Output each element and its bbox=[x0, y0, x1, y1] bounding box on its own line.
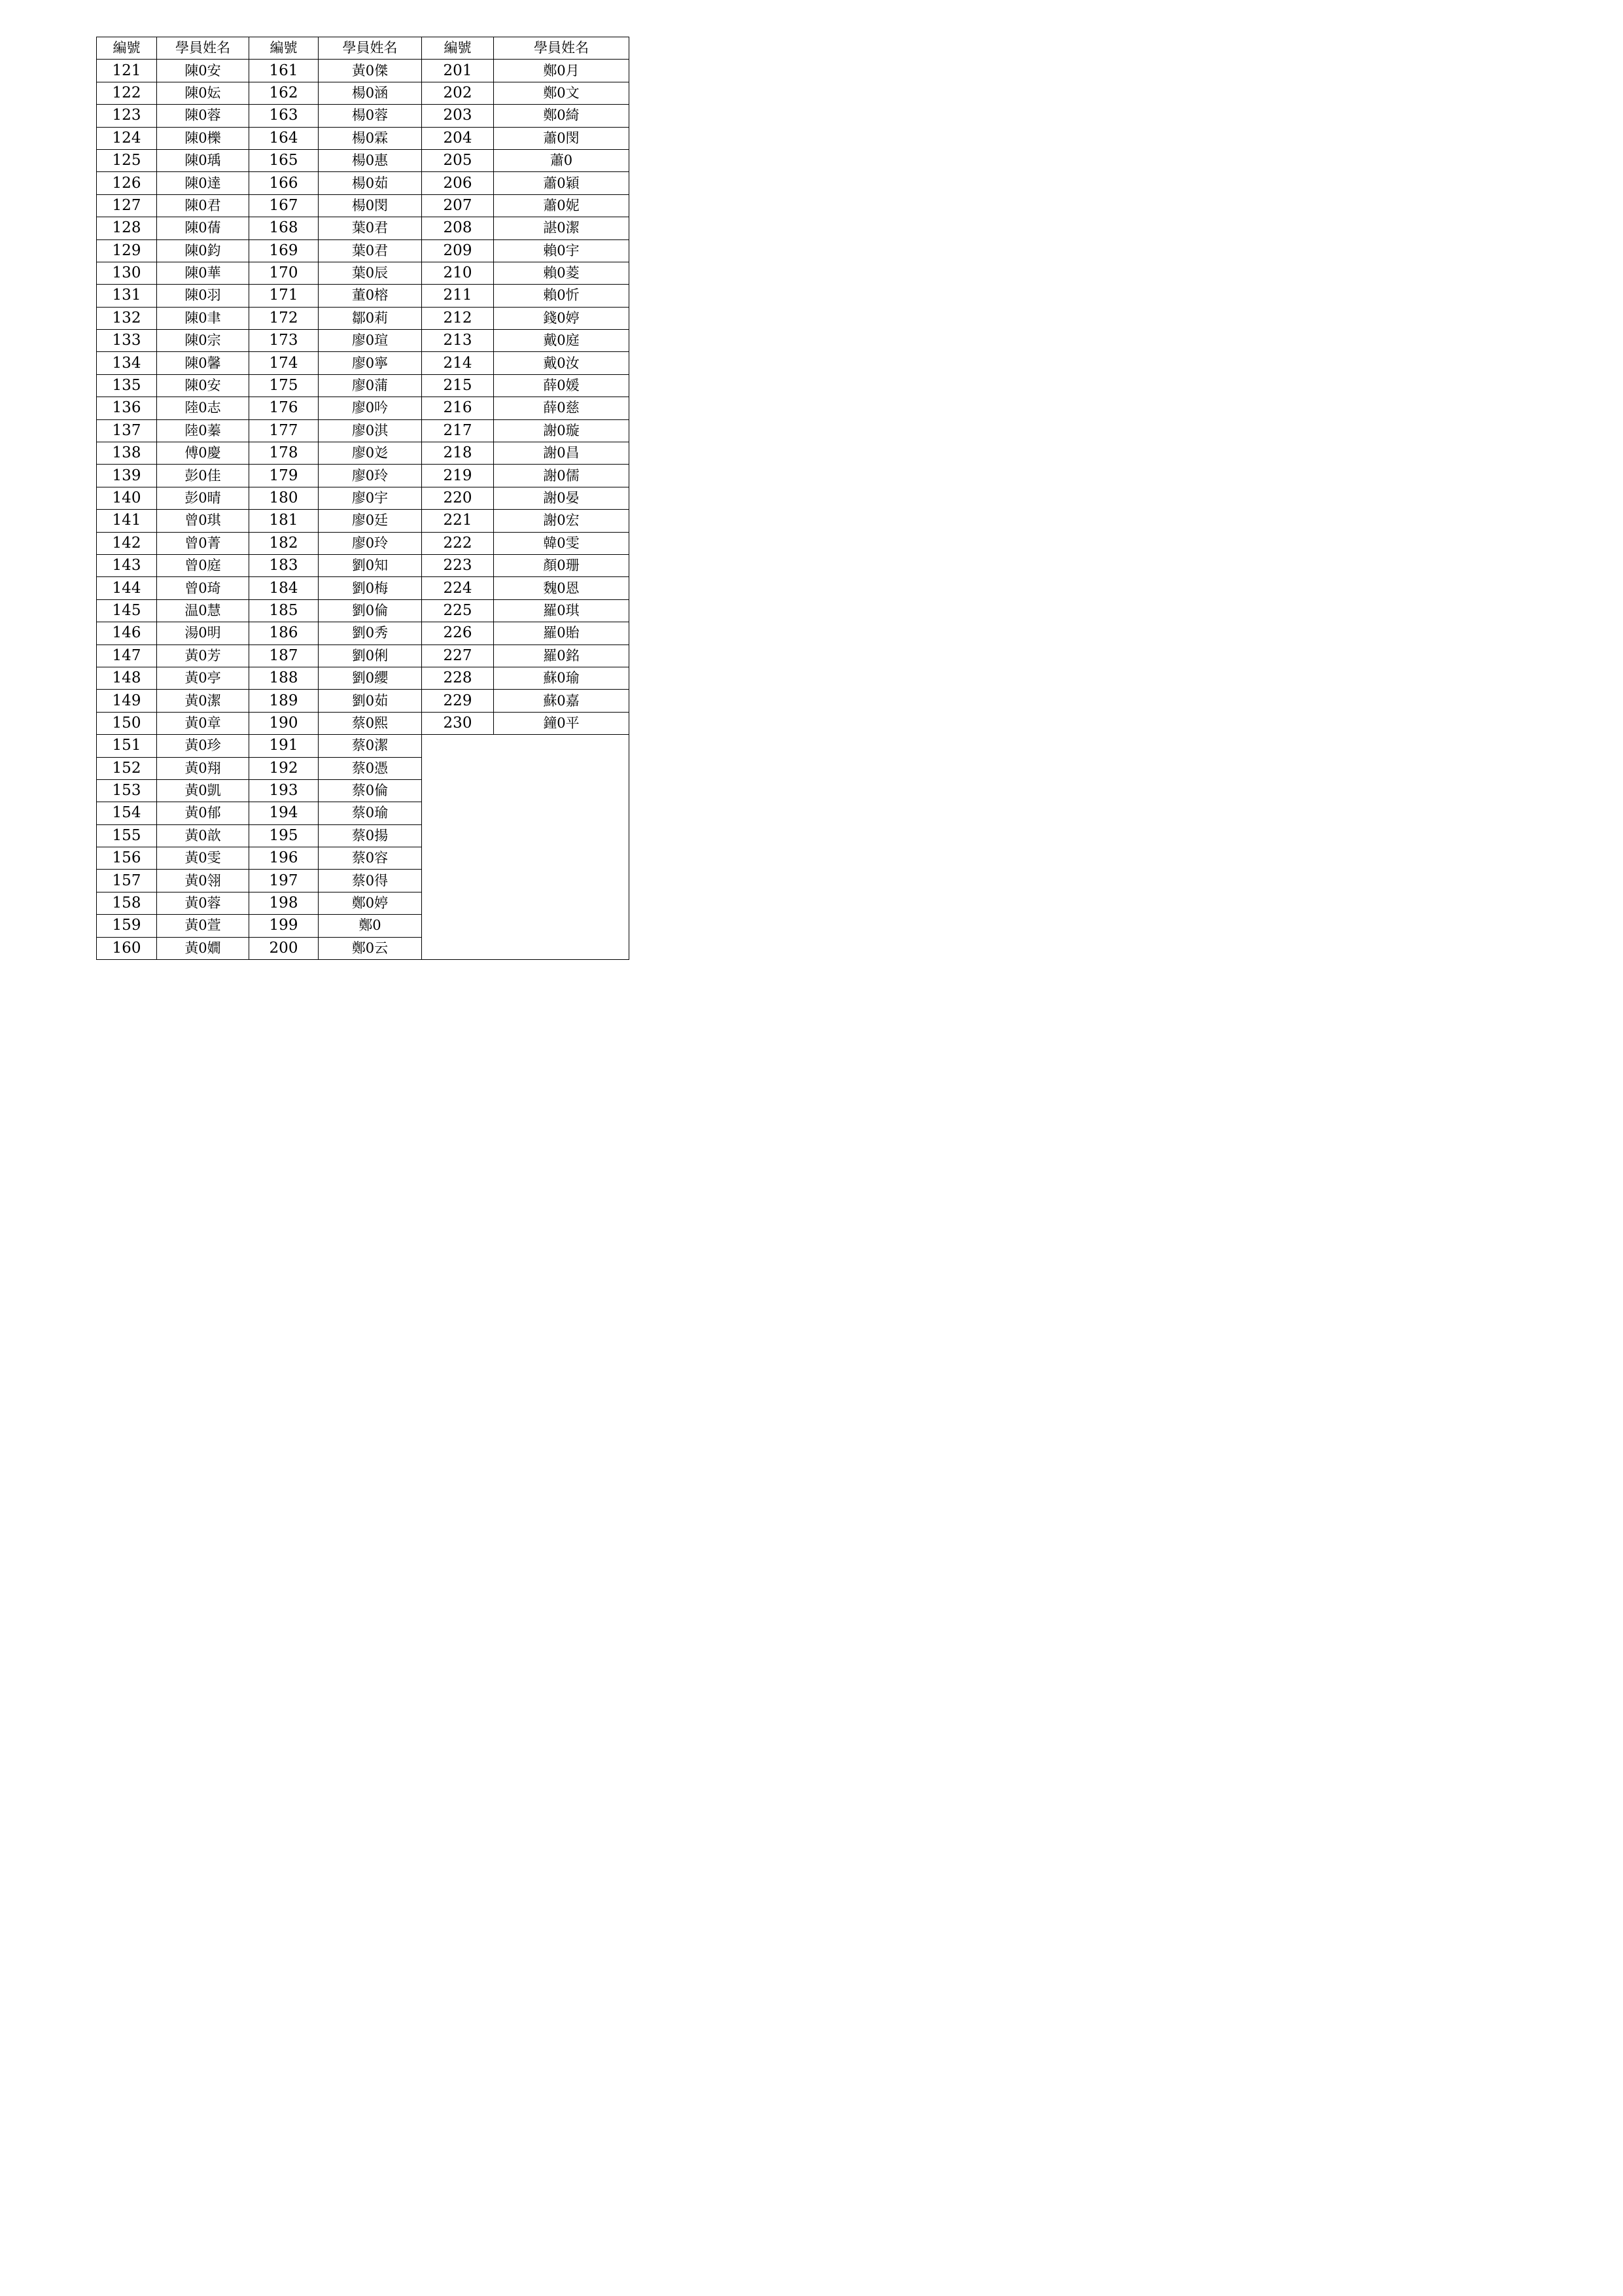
student-name: 廖0廷 bbox=[319, 510, 422, 532]
student-name: 黃0歆 bbox=[157, 824, 249, 847]
student-name: 楊0茹 bbox=[319, 172, 422, 194]
header-number-3: 編號 bbox=[422, 37, 494, 60]
student-number: 200 bbox=[249, 937, 319, 959]
student-name: 葉0君 bbox=[319, 239, 422, 262]
student-number: 147 bbox=[97, 645, 157, 667]
student-name: 鄭0云 bbox=[319, 937, 422, 959]
student-number: 173 bbox=[249, 330, 319, 352]
table-row bbox=[97, 82, 629, 104]
student-name: 謝0璇 bbox=[494, 419, 629, 442]
student-number: 214 bbox=[422, 352, 494, 374]
table-row bbox=[97, 217, 629, 239]
student-number: 170 bbox=[249, 262, 319, 284]
student-number: 186 bbox=[249, 622, 319, 645]
student-name: 黃0傑 bbox=[319, 60, 422, 82]
student-number: 122 bbox=[97, 82, 157, 104]
student-name: 黃0蓉 bbox=[157, 892, 249, 914]
student-number: 187 bbox=[249, 645, 319, 667]
student-number: 224 bbox=[422, 577, 494, 599]
header-number-2: 編號 bbox=[249, 37, 319, 60]
student-number: 145 bbox=[97, 599, 157, 622]
student-name: 蔡0得 bbox=[319, 870, 422, 892]
student-number: 180 bbox=[249, 487, 319, 509]
student-number: 157 bbox=[97, 870, 157, 892]
student-number: 226 bbox=[422, 622, 494, 645]
student-name: 蕭0妮 bbox=[494, 194, 629, 217]
table-row bbox=[97, 532, 629, 554]
table-row bbox=[97, 442, 629, 465]
student-number: 195 bbox=[249, 824, 319, 847]
student-number: 167 bbox=[249, 194, 319, 217]
table-row bbox=[97, 374, 629, 397]
table-row bbox=[97, 60, 629, 82]
student-number: 130 bbox=[97, 262, 157, 284]
empty-area bbox=[422, 937, 629, 959]
student-number: 156 bbox=[97, 847, 157, 870]
student-number: 185 bbox=[249, 599, 319, 622]
student-name: 鄒0莉 bbox=[319, 307, 422, 329]
student-number: 137 bbox=[97, 419, 157, 442]
header-name-2: 學員姓名 bbox=[319, 37, 422, 60]
student-name: 薛0媛 bbox=[494, 374, 629, 397]
student-number: 191 bbox=[249, 735, 319, 757]
student-name: 彭0晴 bbox=[157, 487, 249, 509]
student-number: 183 bbox=[249, 554, 319, 576]
student-number: 121 bbox=[97, 60, 157, 82]
student-name: 陳0達 bbox=[157, 172, 249, 194]
student-number: 141 bbox=[97, 510, 157, 532]
student-name: 湯0明 bbox=[157, 622, 249, 645]
student-number: 211 bbox=[422, 285, 494, 307]
table-row bbox=[97, 892, 629, 914]
student-number: 158 bbox=[97, 892, 157, 914]
table-row bbox=[97, 667, 629, 689]
student-name: 楊0涵 bbox=[319, 82, 422, 104]
student-name: 黃0珍 bbox=[157, 735, 249, 757]
student-name: 廖0瑄 bbox=[319, 330, 422, 352]
table-row bbox=[97, 194, 629, 217]
student-name: 蕭0閔 bbox=[494, 127, 629, 149]
table-row bbox=[97, 712, 629, 734]
student-number: 207 bbox=[422, 194, 494, 217]
student-number: 148 bbox=[97, 667, 157, 689]
student-number: 178 bbox=[249, 442, 319, 465]
student-number: 127 bbox=[97, 194, 157, 217]
student-name: 蘇0嘉 bbox=[494, 690, 629, 712]
student-number: 199 bbox=[249, 915, 319, 937]
student-number: 144 bbox=[97, 577, 157, 599]
header-name-1: 學員姓名 bbox=[157, 37, 249, 60]
student-number: 123 bbox=[97, 105, 157, 127]
student-name: 劉0纓 bbox=[319, 667, 422, 689]
empty-area bbox=[422, 915, 629, 937]
student-name: 陳0妘 bbox=[157, 82, 249, 104]
student-number: 160 bbox=[97, 937, 157, 959]
roster-body bbox=[97, 60, 629, 960]
student-name: 曾0庭 bbox=[157, 554, 249, 576]
student-name: 錢0婷 bbox=[494, 307, 629, 329]
student-name: 鄭0婷 bbox=[319, 892, 422, 914]
table-row bbox=[97, 757, 629, 779]
student-name: 董0榕 bbox=[319, 285, 422, 307]
student-name: 黃0章 bbox=[157, 712, 249, 734]
student-name: 楊0惠 bbox=[319, 149, 422, 171]
student-number: 165 bbox=[249, 149, 319, 171]
empty-area bbox=[422, 824, 629, 847]
student-name: 蔡0熙 bbox=[319, 712, 422, 734]
student-name: 諶0潔 bbox=[494, 217, 629, 239]
student-name: 温0慧 bbox=[157, 599, 249, 622]
student-name: 蔡0瑜 bbox=[319, 802, 422, 824]
table-row bbox=[97, 847, 629, 870]
student-name: 葉0辰 bbox=[319, 262, 422, 284]
student-number: 136 bbox=[97, 397, 157, 419]
header-number-1: 編號 bbox=[97, 37, 157, 60]
student-name: 陳0蓉 bbox=[157, 105, 249, 127]
student-number: 225 bbox=[422, 599, 494, 622]
student-name: 陳0安 bbox=[157, 374, 249, 397]
student-number: 174 bbox=[249, 352, 319, 374]
student-name: 廖0蒲 bbox=[319, 374, 422, 397]
student-number: 155 bbox=[97, 824, 157, 847]
table-row bbox=[97, 262, 629, 284]
student-name: 蕭0穎 bbox=[494, 172, 629, 194]
student-name: 廖0玲 bbox=[319, 465, 422, 487]
student-name: 劉0知 bbox=[319, 554, 422, 576]
student-number: 181 bbox=[249, 510, 319, 532]
student-name: 鐘0平 bbox=[494, 712, 629, 734]
student-number: 204 bbox=[422, 127, 494, 149]
table-row bbox=[97, 419, 629, 442]
student-name: 劉0俐 bbox=[319, 645, 422, 667]
student-name: 鄭0月 bbox=[494, 60, 629, 82]
table-row bbox=[97, 149, 629, 171]
student-number: 189 bbox=[249, 690, 319, 712]
student-number: 129 bbox=[97, 239, 157, 262]
student-name: 賴0忻 bbox=[494, 285, 629, 307]
student-name: 戴0庭 bbox=[494, 330, 629, 352]
student-name: 黃0翎 bbox=[157, 870, 249, 892]
student-name: 廖0吟 bbox=[319, 397, 422, 419]
student-number: 210 bbox=[422, 262, 494, 284]
student-number: 213 bbox=[422, 330, 494, 352]
student-name: 楊0蓉 bbox=[319, 105, 422, 127]
student-name: 黃0嫺 bbox=[157, 937, 249, 959]
student-number: 230 bbox=[422, 712, 494, 734]
student-name: 廖0寧 bbox=[319, 352, 422, 374]
student-name: 廖0玲 bbox=[319, 532, 422, 554]
student-number: 229 bbox=[422, 690, 494, 712]
table-row bbox=[97, 779, 629, 802]
student-name: 陳0君 bbox=[157, 194, 249, 217]
student-name: 蔡0揚 bbox=[319, 824, 422, 847]
student-number: 126 bbox=[97, 172, 157, 194]
empty-area bbox=[422, 735, 629, 757]
table-row bbox=[97, 352, 629, 374]
table-row bbox=[97, 239, 629, 262]
table-row bbox=[97, 735, 629, 757]
student-name: 薛0慈 bbox=[494, 397, 629, 419]
student-number: 218 bbox=[422, 442, 494, 465]
table-row bbox=[97, 285, 629, 307]
student-name: 蕭0 bbox=[494, 149, 629, 171]
student-name: 鄭0 bbox=[319, 915, 422, 937]
student-number: 162 bbox=[249, 82, 319, 104]
student-number: 223 bbox=[422, 554, 494, 576]
table-row bbox=[97, 510, 629, 532]
student-number: 161 bbox=[249, 60, 319, 82]
student-number: 150 bbox=[97, 712, 157, 734]
student-number: 149 bbox=[97, 690, 157, 712]
student-number: 198 bbox=[249, 892, 319, 914]
student-number: 154 bbox=[97, 802, 157, 824]
student-name: 謝0宏 bbox=[494, 510, 629, 532]
student-number: 172 bbox=[249, 307, 319, 329]
table-row bbox=[97, 599, 629, 622]
table-row bbox=[97, 622, 629, 645]
student-number: 221 bbox=[422, 510, 494, 532]
student-name: 黃0郁 bbox=[157, 802, 249, 824]
student-number: 139 bbox=[97, 465, 157, 487]
student-number: 151 bbox=[97, 735, 157, 757]
student-number: 212 bbox=[422, 307, 494, 329]
student-name: 劉0梅 bbox=[319, 577, 422, 599]
student-name: 羅0銘 bbox=[494, 645, 629, 667]
empty-area bbox=[422, 802, 629, 824]
student-name: 黃0芳 bbox=[157, 645, 249, 667]
student-number: 138 bbox=[97, 442, 157, 465]
student-number: 205 bbox=[422, 149, 494, 171]
student-number: 222 bbox=[422, 532, 494, 554]
student-name: 顏0珊 bbox=[494, 554, 629, 576]
student-name: 羅0琪 bbox=[494, 599, 629, 622]
student-number: 196 bbox=[249, 847, 319, 870]
student-name: 陳0馨 bbox=[157, 352, 249, 374]
student-name: 陳0櫟 bbox=[157, 127, 249, 149]
empty-area bbox=[422, 757, 629, 779]
student-name: 魏0恩 bbox=[494, 577, 629, 599]
student-number: 133 bbox=[97, 330, 157, 352]
student-name: 楊0閔 bbox=[319, 194, 422, 217]
student-name: 曾0菁 bbox=[157, 532, 249, 554]
table-row bbox=[97, 127, 629, 149]
student-name: 陳0羽 bbox=[157, 285, 249, 307]
student-number: 135 bbox=[97, 374, 157, 397]
student-number: 203 bbox=[422, 105, 494, 127]
table-row bbox=[97, 307, 629, 329]
table-row bbox=[97, 487, 629, 509]
student-name: 黃0萱 bbox=[157, 915, 249, 937]
student-name: 黃0亭 bbox=[157, 667, 249, 689]
student-name: 賴0菱 bbox=[494, 262, 629, 284]
student-name: 謝0昌 bbox=[494, 442, 629, 465]
table-row bbox=[97, 172, 629, 194]
student-name: 劉0秀 bbox=[319, 622, 422, 645]
student-name: 廖0彣 bbox=[319, 442, 422, 465]
student-name: 陳0聿 bbox=[157, 307, 249, 329]
table-row bbox=[97, 465, 629, 487]
table-row bbox=[97, 645, 629, 667]
student-number: 177 bbox=[249, 419, 319, 442]
table-row bbox=[97, 554, 629, 576]
student-number: 171 bbox=[249, 285, 319, 307]
header-name-3: 學員姓名 bbox=[494, 37, 629, 60]
student-number: 164 bbox=[249, 127, 319, 149]
student-name: 陳0鈞 bbox=[157, 239, 249, 262]
student-number: 152 bbox=[97, 757, 157, 779]
empty-area bbox=[422, 779, 629, 802]
student-name: 陳0安 bbox=[157, 60, 249, 82]
student-number: 209 bbox=[422, 239, 494, 262]
student-name: 蔡0憑 bbox=[319, 757, 422, 779]
student-number: 134 bbox=[97, 352, 157, 374]
table-row bbox=[97, 330, 629, 352]
student-number: 176 bbox=[249, 397, 319, 419]
student-name: 蔡0潔 bbox=[319, 735, 422, 757]
table-row bbox=[97, 824, 629, 847]
student-number: 132 bbox=[97, 307, 157, 329]
table-row bbox=[97, 937, 629, 959]
student-number: 159 bbox=[97, 915, 157, 937]
student-number: 182 bbox=[249, 532, 319, 554]
student-name: 賴0宇 bbox=[494, 239, 629, 262]
student-name: 戴0汝 bbox=[494, 352, 629, 374]
student-number: 193 bbox=[249, 779, 319, 802]
student-number: 192 bbox=[249, 757, 319, 779]
student-name: 曾0琪 bbox=[157, 510, 249, 532]
student-name: 陳0蒨 bbox=[157, 217, 249, 239]
student-number: 169 bbox=[249, 239, 319, 262]
table-row bbox=[97, 397, 629, 419]
student-number: 197 bbox=[249, 870, 319, 892]
student-name: 謝0晏 bbox=[494, 487, 629, 509]
student-number: 168 bbox=[249, 217, 319, 239]
student-number: 128 bbox=[97, 217, 157, 239]
table-row bbox=[97, 577, 629, 599]
student-number: 153 bbox=[97, 779, 157, 802]
student-number: 124 bbox=[97, 127, 157, 149]
student-number: 142 bbox=[97, 532, 157, 554]
student-number: 143 bbox=[97, 554, 157, 576]
student-name: 彭0佳 bbox=[157, 465, 249, 487]
student-number: 228 bbox=[422, 667, 494, 689]
student-name: 廖0淇 bbox=[319, 419, 422, 442]
header-row bbox=[97, 37, 629, 60]
student-number: 194 bbox=[249, 802, 319, 824]
student-name: 羅0貽 bbox=[494, 622, 629, 645]
student-name: 黃0凱 bbox=[157, 779, 249, 802]
student-name: 黃0雯 bbox=[157, 847, 249, 870]
student-number: 179 bbox=[249, 465, 319, 487]
student-name: 陸0蓁 bbox=[157, 419, 249, 442]
student-number: 184 bbox=[249, 577, 319, 599]
student-name: 楊0霖 bbox=[319, 127, 422, 149]
student-number: 206 bbox=[422, 172, 494, 194]
student-number: 219 bbox=[422, 465, 494, 487]
student-name: 傅0慶 bbox=[157, 442, 249, 465]
student-number: 175 bbox=[249, 374, 319, 397]
student-name: 曾0琦 bbox=[157, 577, 249, 599]
student-name: 陸0志 bbox=[157, 397, 249, 419]
student-number: 163 bbox=[249, 105, 319, 127]
table-row bbox=[97, 915, 629, 937]
student-number: 188 bbox=[249, 667, 319, 689]
student-name: 陳0瑀 bbox=[157, 149, 249, 171]
student-name: 鄭0文 bbox=[494, 82, 629, 104]
empty-area bbox=[422, 892, 629, 914]
student-number: 227 bbox=[422, 645, 494, 667]
student-name: 陳0華 bbox=[157, 262, 249, 284]
student-number: 140 bbox=[97, 487, 157, 509]
empty-area bbox=[422, 847, 629, 870]
student-name: 黃0潔 bbox=[157, 690, 249, 712]
student-name: 劉0茹 bbox=[319, 690, 422, 712]
student-name: 劉0倫 bbox=[319, 599, 422, 622]
table-row bbox=[97, 690, 629, 712]
student-name: 廖0宇 bbox=[319, 487, 422, 509]
student-roster-table bbox=[96, 37, 629, 960]
student-number: 216 bbox=[422, 397, 494, 419]
student-number: 131 bbox=[97, 285, 157, 307]
empty-area bbox=[422, 870, 629, 892]
student-name: 韓0雯 bbox=[494, 532, 629, 554]
student-name: 鄭0綺 bbox=[494, 105, 629, 127]
student-number: 202 bbox=[422, 82, 494, 104]
student-number: 190 bbox=[249, 712, 319, 734]
table-row bbox=[97, 105, 629, 127]
student-number: 208 bbox=[422, 217, 494, 239]
student-name: 蔡0倫 bbox=[319, 779, 422, 802]
student-name: 葉0君 bbox=[319, 217, 422, 239]
student-name: 蘇0瑜 bbox=[494, 667, 629, 689]
student-number: 215 bbox=[422, 374, 494, 397]
student-name: 蔡0容 bbox=[319, 847, 422, 870]
student-number: 220 bbox=[422, 487, 494, 509]
student-name: 謝0儒 bbox=[494, 465, 629, 487]
student-number: 166 bbox=[249, 172, 319, 194]
table-row bbox=[97, 802, 629, 824]
student-number: 217 bbox=[422, 419, 494, 442]
student-number: 125 bbox=[97, 149, 157, 171]
student-name: 黃0翔 bbox=[157, 757, 249, 779]
student-name: 陳0宗 bbox=[157, 330, 249, 352]
table-row bbox=[97, 870, 629, 892]
student-number: 146 bbox=[97, 622, 157, 645]
student-number: 201 bbox=[422, 60, 494, 82]
